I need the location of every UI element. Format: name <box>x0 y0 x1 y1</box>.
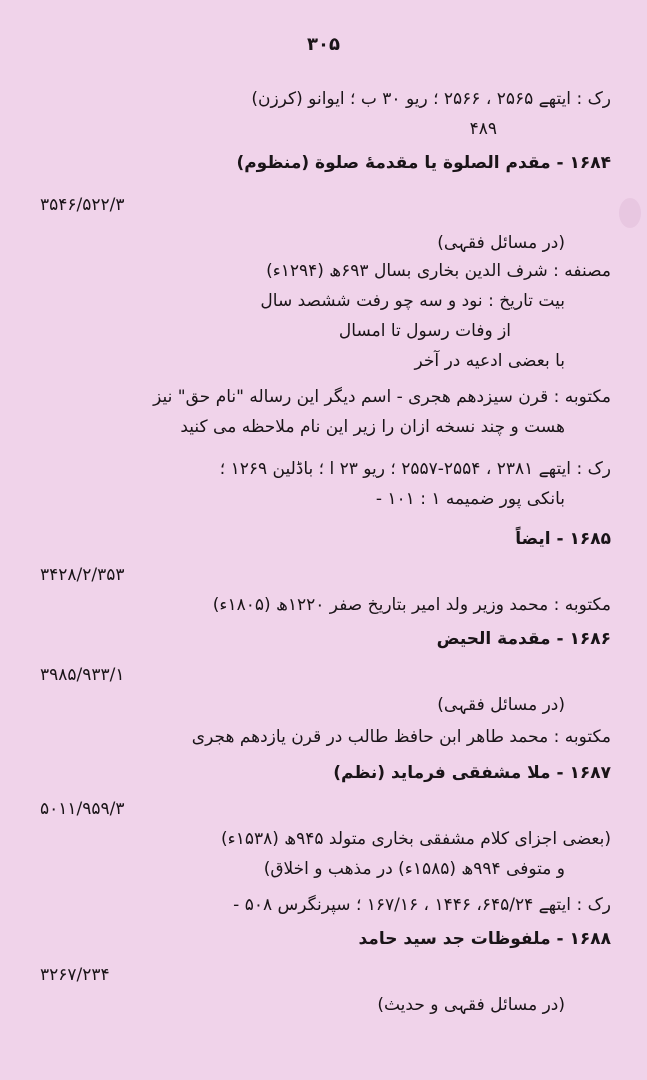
page-number: ۳۰۵ <box>307 34 340 55</box>
note-line: با بعضی ادعیه در آخر <box>414 351 565 371</box>
reference-line: رک : ایتھے ۶۴۵/۲۴، ۱۴۴۶ ، ۱۶۷/۱۶ ؛ سپرنگرس ۵۰۸ - <box>233 895 611 915</box>
shelf-number: ۳۴۲۸/۲/۳۵۳ <box>40 565 125 585</box>
manuscript-line: مکتوبه : محمد وزیر ولد امیر بتاریخ صفر ۱۲۲۰ھ (۱۸۰۵ء) <box>212 595 611 615</box>
entry-heading: ۱۶۸۶ - مقدمة الحیض <box>436 629 611 649</box>
author-line: مصنفه : شرف الدین بخاری بسال ۶۹۳ھ (۱۲۹۴ء) <box>266 261 611 281</box>
entry-heading: ۱۶۸۵ - ایضاً <box>515 529 611 549</box>
shelf-number: ۳۵۴۶/۵۲۲/۳ <box>40 195 125 215</box>
subject-note: (در مسائل فقہی) <box>437 695 565 715</box>
description-line-2: و متوفی ۹۹۴ھ (۱۵۸۵ء) در مذهب و اخلاق) <box>263 859 565 879</box>
subject-note: (در مسائل فقہی و حدیث) <box>377 995 565 1015</box>
description-line: (بعضی اجزای کلام مشفقی بخاری متولد ۹۴۵ھ (۱۵۳۸ء) <box>221 829 611 849</box>
shelf-number: ۵۰۱۱/۹۵۹/۳ <box>40 799 125 819</box>
entry-heading: ۱۶۸۷ - ملا مشفقی فرماید (نظم) <box>333 763 611 783</box>
reference-line-continued: ۴۸۹ <box>469 119 497 139</box>
manuscript-line: مکتوبه : قرن سیزدهم هجری - اسم دیگر این رساله "نام حق" نیز <box>153 387 611 407</box>
entry-heading: ۱۶۸۴ - مقدم الصلوة یا مقدمهٔ صلوة (منظوم) <box>236 153 611 173</box>
reference-line-2: بانکی پور ضمیمه ۱ : ۱۰۱ - <box>375 489 565 509</box>
paper-stain <box>619 198 641 228</box>
subject-note: (در مسائل فقہی) <box>437 233 565 253</box>
chronogram-line: بیت تاریخ : نود و سه چو رفت ششصد سال <box>260 291 565 311</box>
reference-line: رک : ایتھے ۲۳۸۱ ، ۲۵۵۴-۲۵۵۷ ؛ ریو ۲۳ ا ؛ باڈلین ۱۲۶۹ ؛ <box>219 459 611 479</box>
entry-heading: ۱۶۸۸ - ملفوظات جد سید حامد <box>358 929 611 949</box>
reference-line: رک : ایتھے ۲۵۶۵ ، ۲۵۶۶ ؛ ریو ۳۰ ب ؛ ایوانو (کرزن) <box>251 89 611 109</box>
manuscript-line: مکتوبه : محمد طاهر ابن حافظ طالب در قرن یازدهم هجری <box>191 727 611 747</box>
shelf-number: ۳۲۶۷/۲۳۴ <box>40 965 110 985</box>
shelf-number: ۳۹۸۵/۹۳۳/۱ <box>40 665 125 685</box>
chronogram-line-2: از وفات رسول تا امسال <box>338 321 511 341</box>
manuscript-line-2: هست و چند نسخه ازان را زیر این نام ملاحظه می کنید <box>180 417 565 437</box>
